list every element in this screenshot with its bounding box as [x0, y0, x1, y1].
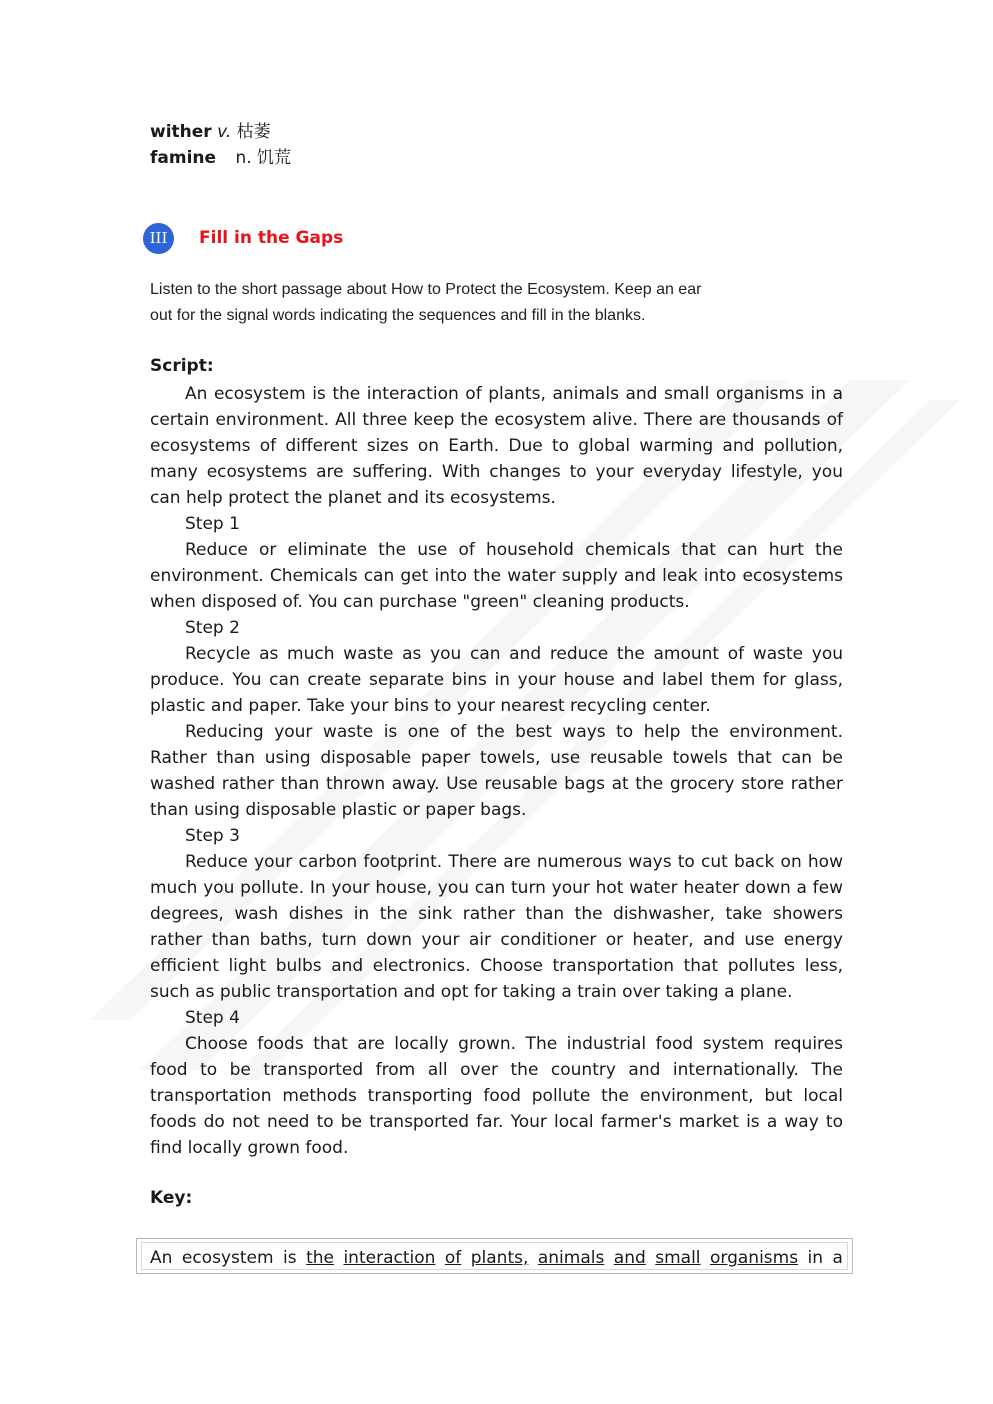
step-heading: Step 3: [185, 826, 240, 846]
instructions: [150, 277, 750, 329]
script-paragraph: Recycle as much waste as you can and reduce the amount of waste you produce. You can create separate bins in your house and label them for glass, plastic and paper. Take your bins to your nearest recycling center.: [150, 644, 843, 716]
section-number-badge: III: [143, 223, 174, 254]
key-word: An: [150, 1248, 173, 1268]
vocab-meaning: 饥荒: [257, 148, 292, 168]
section-title: Fill in the Gaps: [199, 228, 344, 248]
key-blank-word: plants,: [470, 1248, 529, 1268]
step-heading: Step 4: [185, 1008, 240, 1028]
vocab-word: wither: [150, 122, 212, 142]
key-blank-word: organisms: [710, 1248, 799, 1268]
script-paragraph: An ecosystem is the interaction of plants, animals and small organisms in a certain environment. All three keep the ecosystem alive. There are thousands of ecosystems of different sizes on Earth. Due to global warming and pollution, many ecosystems are suffering. With changes to your everyday lifestyle, you can help protect the planet and its ecosystems.: [150, 384, 843, 508]
vocab-entry: [150, 119, 291, 145]
script-paragraph: Reduce your carbon footprint. There are numerous ways to cut back on how much you pollute. In your house, you can turn your hot water heater down a few degrees, wash dishes in the sink rather than the dishwasher, take showers rather than baths, turn down your air conditioner or heater, and use energy efficient light bulbs and electronics. Choose transportation that pollutes less, such as public transportation and opt for taking a train over taking a plane.: [150, 852, 843, 1002]
key-word: a: [832, 1248, 843, 1268]
vocabulary-list: [150, 119, 291, 171]
vocab-meaning: 枯萎: [236, 122, 271, 142]
script-paragraph: Reduce or eliminate the use of household chemicals that can hurt the environment. Chemicals can get into the water supply and leak into ecosystems when disposed of. You can purchase "green" cleaning products.: [150, 540, 843, 612]
script-text: [150, 381, 843, 1161]
key-word: ecosystem: [181, 1248, 274, 1268]
key-blank-word: the: [306, 1248, 334, 1268]
step-heading: Step 1: [185, 514, 240, 534]
key-blank-word: interaction: [343, 1248, 436, 1268]
key-word: is: [283, 1248, 297, 1268]
key-blank-word: animals: [537, 1248, 605, 1268]
script-paragraph: Choose foods that are locally grown. The industrial food system requires food to be transported from all over the country and internationally. The transportation methods transporting food pollute the environment, but local foods do not need to be transported far. Your local farmer's market is a way to find locally grown food.: [150, 1034, 843, 1158]
instruction-line: Listen to the short passage about How to Protect the Ecosystem. Keep an ear: [150, 281, 702, 298]
script-paragraph: Reducing your waste is one of the best ways to help the environment. Rather than using disposable paper towels, use reusable towels that can be washed rather than thrown away. Use reusable bags at the grocery store rather than using disposable plastic or paper bags.: [150, 722, 843, 820]
key-word: in: [807, 1248, 824, 1268]
instruction-line: out for the signal words indicating the sequences and fill in the blanks.: [150, 307, 646, 324]
key-answer-line: [150, 1245, 843, 1271]
key-blank-word: and: [613, 1248, 646, 1268]
vocab-pos: n.: [235, 148, 252, 168]
key-label: Key:: [150, 1188, 193, 1208]
step-heading: Step 2: [185, 618, 240, 638]
script-label: Script:: [150, 356, 214, 376]
vocab-pos: v.: [217, 122, 232, 142]
vocab-word: famine: [150, 148, 217, 168]
key-blank-word: small: [655, 1248, 701, 1268]
key-blank-word: of: [444, 1248, 462, 1268]
vocab-entry: [150, 145, 291, 171]
section-heading: [143, 222, 343, 254]
